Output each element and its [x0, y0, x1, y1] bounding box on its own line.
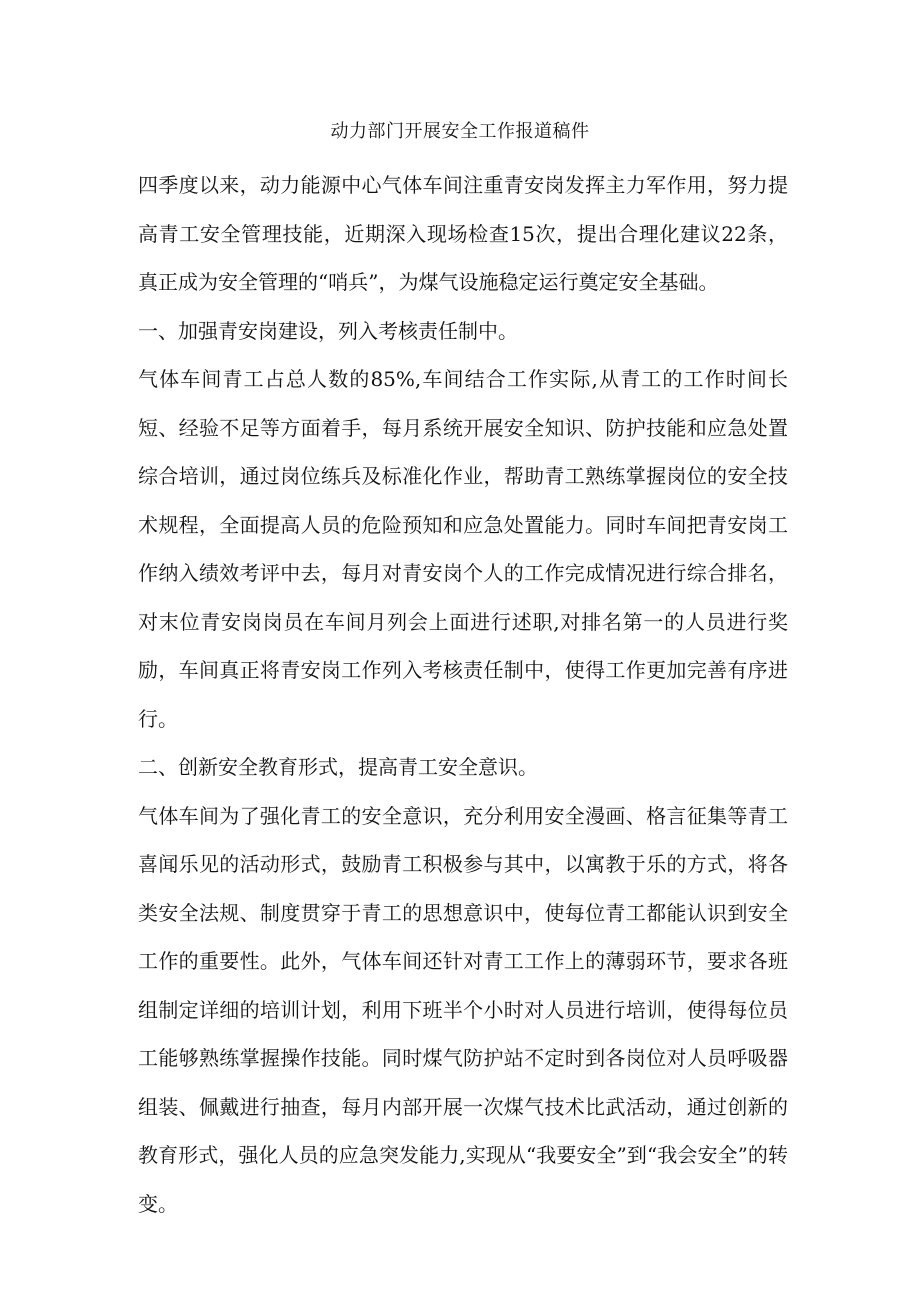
document-body [138, 161, 788, 1228]
section-2-paragraph: 气体车间为了强化青工的安全意识，充分利用安全漫画、格言征集等青工喜闻乐见的活动形式，鼓励青工积极参与其中，以寓教于乐的方式，将各类安全法规、制度贯穿于青工的思想意识中，使每位青工都能认识到安全工作的重要性。此外，气体车间还针对青工工作上的薄弱环节，要求各班组制定详细的培训计划，利用下班半个小时对人员进行培训，使得每位员工能够熟练掌握操作技能。同时煤气防护站不定时到各岗位对人员呼吸器组装、佩戴进行抽查，每月内部开展一次煤气技术比武活动，通过创新的教育形式，强化人员的应急突发能力,实现从“我要安全”到“我会安全”的转变。 [138, 803, 788, 1216]
section-1-heading: 一、加强青安岗建设，列入考核责任制中。 [138, 318, 518, 343]
intro-paragraph: 四季度以来，动力能源中心气体车间注重青安岗发挥主力军作用，努力提高青工安全管理技能，近期深入现场检查15次，提出合理化建议22条，真正成为安全管理的“哨兵”，为煤气设施稳定运行奠定安全基础。 [138, 173, 788, 294]
section-2-heading: 二、创新安全教育形式，提高青工安全意识。 [138, 755, 538, 779]
document-title: 动力部门开展安全工作报道稿件 [330, 121, 590, 142]
section-1-paragraph: 气体车间青工占总人数的85%,车间结合工作实际,从青工的工作时间长短、经验不足等方面着手，每月系统开展安全知识、防护技能和应急处置综合培训，通过岗位练兵及标准化作业，帮助青工熟练掌握岗位的安全技术规程，全面提高人员的危险预知和应急处置能力。同时车间把青安岗工作纳入绩效考评中去，每月对青安岗个人的工作完成情况进行综合排名，对末位青安岗岗员在车间月列会上面进行述职,对排名第一的人员进行奖励，车间真正将青安岗工作列入考核责任制中，使得工作更加完善有序进行。 [138, 367, 788, 731]
